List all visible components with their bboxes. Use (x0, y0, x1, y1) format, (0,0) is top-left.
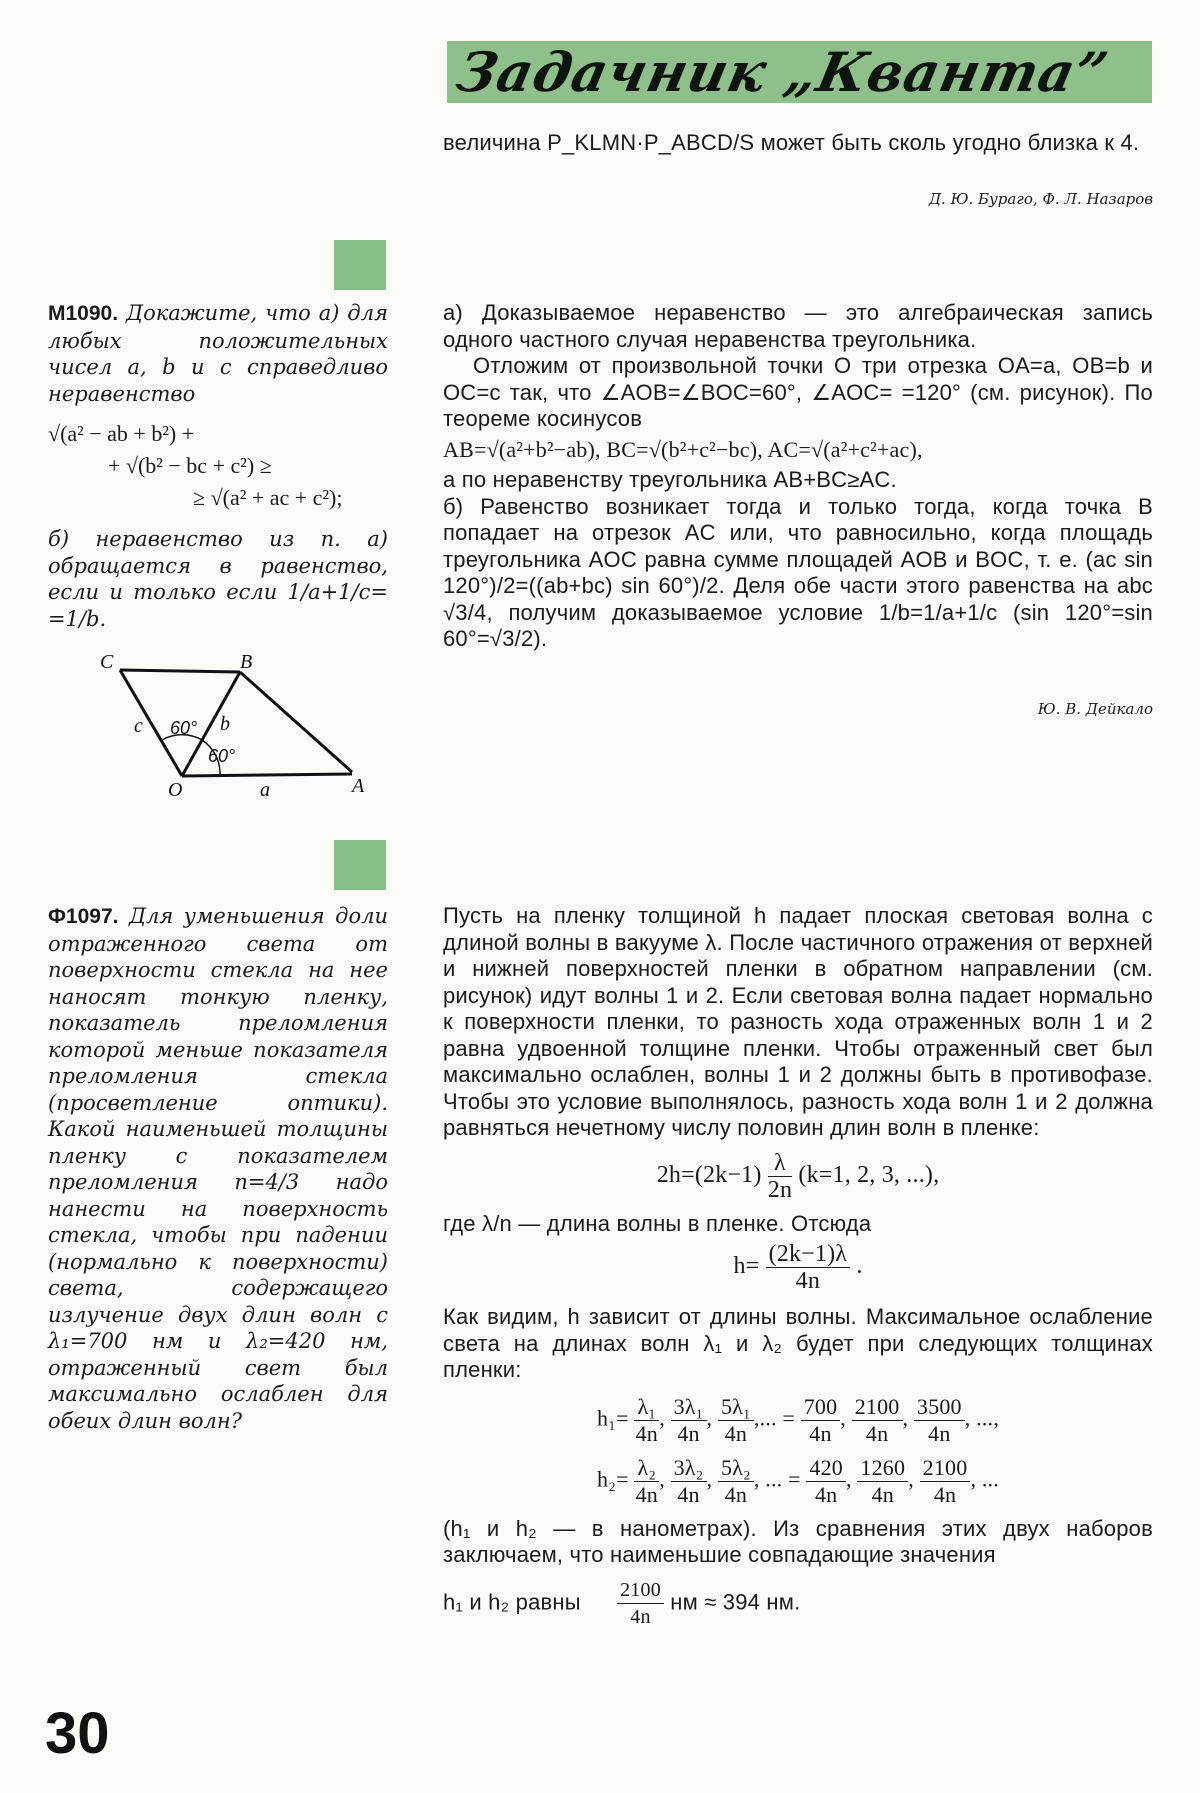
m1090-solution-a2: Отложим от произвольной точки O три отрезка OA=a, OB=b и OC=c так, что ∠AOB=∠BOC=60°, ∠AOC= =120° (см. рисунок). По теореме косинусов (443, 353, 1153, 431)
m1090-problem-a: Докажите, что а) для любых положительных чисел a, b и c справедливо неравенство (48, 301, 388, 406)
label-side-a: a (260, 779, 270, 800)
f1097-solution (443, 903, 1153, 1630)
m1090-problem (48, 300, 388, 407)
label-point-o: O (168, 779, 183, 800)
f1097-id: Ф1097. (48, 905, 119, 928)
top-continuation-text: величина P_KLMN·P_ABCD/S может быть сколь угодно близка к 4. (443, 130, 1140, 155)
f1097-problem (48, 903, 388, 1434)
f1097-eq2: h= $\frac{(2k-1)\lambda}{4n}$ . (733, 1241, 863, 1294)
top-signature: Д. Ю. Бураго, Ф. Л. Назаров (928, 190, 1153, 208)
m1090-solution-a3: а по неравенству треугольника AB+BC≥AC. (443, 467, 897, 492)
header-title: Задачник „Кванта” (451, 40, 1115, 104)
m1090-id: М1090. (48, 302, 119, 325)
m1090-formula-line-2: + √(b² − bc + c²) ≥ (108, 453, 272, 478)
label-angle-2: 60° (208, 746, 236, 766)
segment-cb (120, 670, 240, 672)
page-number: 30 (45, 1701, 110, 1766)
label-angle-1: 60° (170, 718, 198, 738)
m1090-problem-b: б) неравенство из п. а) обращается в равенство, если и только если 1/a+1/c= =1/b. (48, 527, 388, 631)
label-side-c: c (134, 715, 143, 737)
eq2-fraction: $\frac{(2k-1)\lambda}{4n}$ (766, 1241, 851, 1294)
f1097-text-2: где λ/n — длина волны в пленке. Отсюда (443, 1210, 872, 1236)
f1097-eq3: h₁= $\frac{\text{λ₁}}{4n}$ , $\frac{\text{3λ₁}}{4n}$ , $\frac{\text{5λ₁}}{4n}$ ,... = $\frac{700}{4n}$ , $\frac{2100}{4n}$ , $\frac{3500}{4n}$ , ..., (597, 1393, 999, 1446)
f1097-solution-1: Пусть на пленку толщиной h падает плоская световая волна с длиной волны в вакууме λ. После частичного отражения от верхней и нижней поверхностей пленки в обратном направлении (см. рисунок) идут волны 1 и 2. Если световая волна падает нормально к поверхности пленки, то разность хода отраженных волн 1 и 2 равна удвоенной толщине пленки. Чтобы отраженный свет был максимально ослаблен, волны 1 и 2 должны быть в противофазе. Чтобы это условие выполнялось, разность хода волн 1 и 2 должна равняться нечетному числу половин длин волн в пленке: (443, 903, 1153, 1140)
eq1-fraction: $\frac{\lambda}{2n}$ (767, 1149, 793, 1203)
f1097-text-4: (h₁ и h₂ — в нанометрах). Из сравнения этих двух наборов заключаем, что наименьшие совпадающие значения (443, 1515, 1153, 1567)
m1090-formula-line-3: ≥ √(a² + ac + c²); (193, 485, 343, 510)
segment-ba (240, 672, 352, 772)
section-marker-m1090 (334, 240, 386, 290)
section-marker-f1097 (334, 840, 386, 890)
m1090-cosine-formula: AB=√(a²+b²−ab), BC=√(b²+c²−bc), AC=√(a²+c²+ac), (443, 436, 923, 462)
m1090-solution-a1: а) Доказываемое неравенство — это алгебраическая запись одного частного случая неравенства треугольника. (443, 300, 1153, 352)
m1090-solution (443, 300, 1153, 653)
f1097-eq1: 2h=(2k−1) $\frac{\lambda}{2n}$ (k=1, 2, 3, ...), (656, 1149, 940, 1203)
m1090-signature: Ю. В. Дейкало (1037, 700, 1153, 718)
m1090-solution-b: б) Равенство возникает тогда и только тогда, когда точка B попадает на отрезок AC или, что равносильно, когда площадь треугольника AOC равна сумме площадей AOB и BOC, т. е. (ac sin 120°)/2=((ab+bc) sin 60°)/2. Деля обе части этого равенства на abc √3/4, получим доказываемое условие 1/b=1/a+1/c (sin 120°=sin 60°=√3/2). (443, 493, 1153, 651)
m1090-formula (48, 418, 388, 514)
m1090-figure (90, 650, 390, 800)
f1097-eq4: h₂= $\frac{\text{λ₂}}{4n}$ , $\frac{\text{3λ₂}}{4n}$ , $\frac{\text{5λ₂}}{4n}$ , ... = $\frac{420}{4n}$ , $\frac{1260}{4n}$ , $\frac{2100}{4n}$ , ... (597, 1454, 999, 1507)
f1097-problem-text: Для уменьшения доли отраженного света от поверхности стекла на нее наносят тонкую пленку, показатель преломления которой меньше показателя преломления стекла (просветление оптики). Какой наименьшей толщины пленку с показателем преломления n=4/3 надо нанести на поверхность стекла, чтобы при падении (нормально к поверхности) света, содержащего излучение двух длин волн с λ₁=700 нм и λ₂=420 нм, отраженный свет был максимально ослаблен для обеих длин волн? (48, 904, 388, 1433)
label-side-b: b (220, 713, 230, 735)
m1090-formula-line-1: √(a² − ab + b²) + (48, 421, 195, 446)
label-point-a: A (352, 775, 365, 797)
f1097-final: h₁ и h₂ равны $\frac{2100}{4n}$ нм ≈ 394 нм. (443, 1578, 801, 1628)
segment-oa (182, 774, 352, 776)
label-point-c: C (100, 651, 114, 673)
f1097-text-3: Как видим, h зависит от длины волны. Максимальное ослабление света на длинах волн λ₁ и λ₂ будет при следующих толщинах пленки: (443, 1304, 1153, 1382)
label-point-b: B (240, 651, 253, 673)
